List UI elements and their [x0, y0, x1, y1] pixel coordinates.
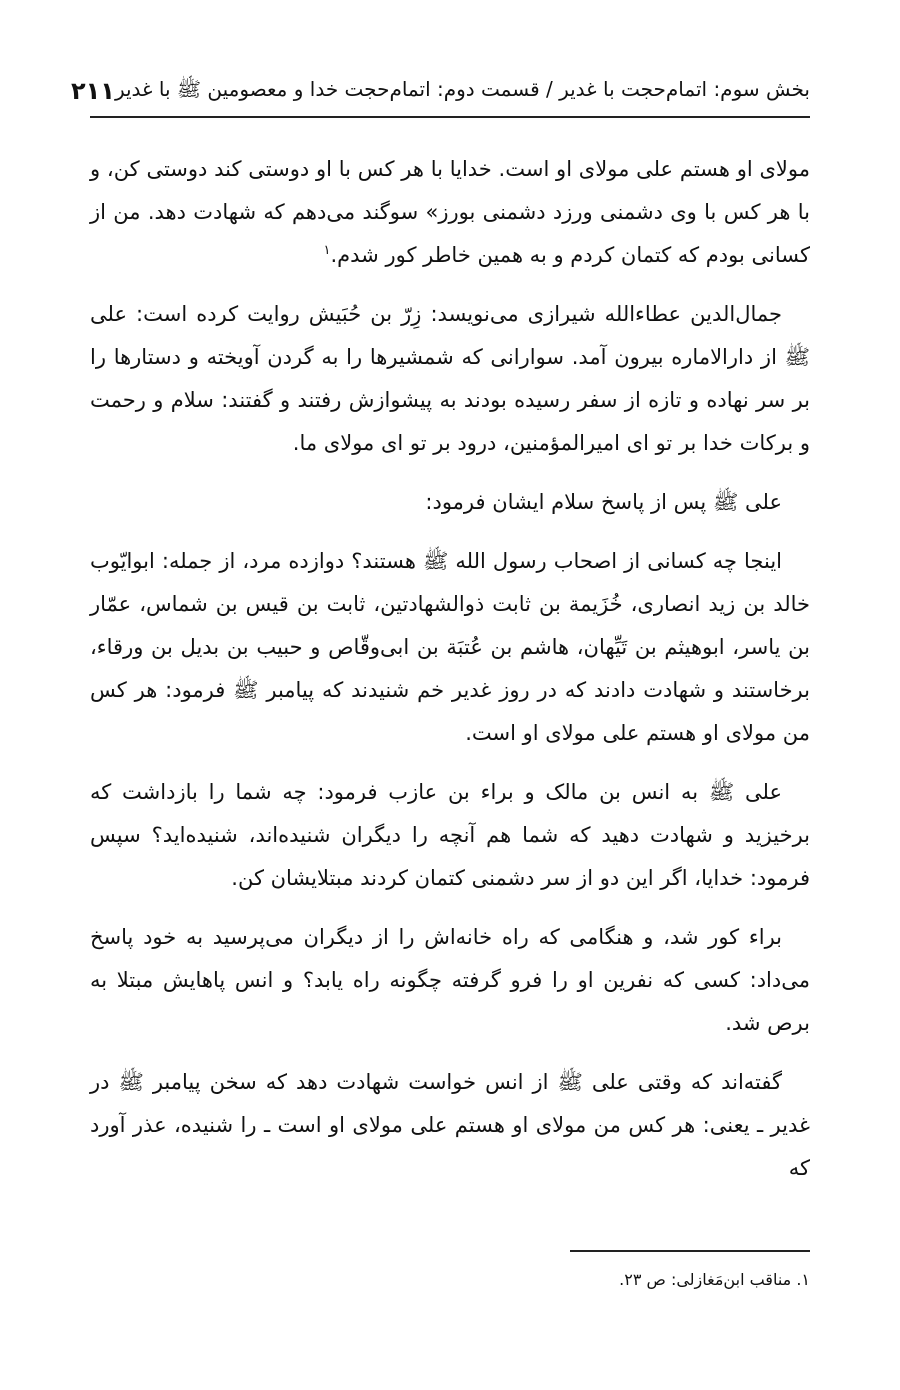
running-header — [70, 70, 810, 112]
header-rule — [90, 116, 810, 118]
footnote-reference: ۱ — [323, 243, 331, 258]
paragraph-2: جمال‌الدین عطاءالله شیرازی می‌نویسد: زِرّ بن حُبَیش روایت کرده است: علی ﷺ از دارالاماره بیرون آمد. سوارانی که شمشیرها را به گردن آویخته و دستارها را بر سر نهاده و تازه از سفر رسیده بودند به پیشوازش رفتند و گفتند: سلام و رحمت و برکات خدا بر تو ای امیرالمؤمنین، درود بر تو ای مولای ما. — [90, 302, 810, 455]
paragraph-6: براء کور شد، و هنگامی که راه خانه‌اش را از دیگران می‌پرسید به خود پاسخ می‌داد: کسی که نفرین او را فرو گرفته چگونه راه یابد؟ و انس پاهایش مبتلا به برص شد. — [90, 925, 810, 1035]
body-text — [90, 148, 810, 1206]
paragraph-3: علی ﷺ پس از پاسخ سلام ایشان فرمود: — [425, 490, 782, 514]
footnote-rule — [570, 1250, 810, 1252]
paragraph-5: علی ﷺ به انس بن مالک و براء بن عازب فرمود: چه شما را بازداشت که برخیزید و شهادت دهید که شما هم آنچه را دیگران شنیده‌اند، شنیده‌اید؟ سپس فرمود: خدایا، اگر این دو از سر دشمنی کتمان کردند مبتلایشان کن. — [90, 780, 810, 890]
header-title: بخش سوم: اتمام‌حجت با غدیر / قسمت دوم: اتمام‌حجت خدا و معصومین ﷺ با غدیر — [114, 76, 810, 101]
paragraph-4: اینجا چه کسانی از اصحاب رسول الله ﷺ هستند؟ دوازده مرد، از جمله: ابوایّوب خالد بن زید انصاری، خُزَیمة بن ثابت ذوالشهادتین، ثابت بن قیس بن شماس، عمّار بن یاسر، ابوهیثم بن تَیِّهان، هاشم بن عُتبَة بن ابی‌وقّاص و حبیب بن بدیل بن ورقاء، برخاستند و شهادت دادند که در روز غدیر خم شنیدند که پیامبر ﷺ فرمود: هر کس من مولای او هستم علی مولای او است. — [90, 549, 810, 745]
footnote: ۱. مناقب ابن‌مَغازلی: ص ۲۳. — [619, 1270, 810, 1289]
paragraph-text: مولای او هستم علی مولای او است. خدایا با هر کس با او دوستی کند دوستی کن، و با هر کس با وی دشمنی ورزد دشمنی بورز» سوگند می‌دهم که شهادت دهد. من از کسانی بودم که کتمان کردم و به همین خاطر کور شدم. — [90, 157, 810, 267]
book-page — [70, 60, 810, 1360]
paragraph-7: گفته‌اند که وقتی علی ﷺ از انس خواست شهادت دهد که سخن پیامبر ﷺ در غدیر ـ یعنی: هر کس من مولای او هستم علی مولای او است ـ را شنیده، عذر آورد که — [90, 1070, 810, 1180]
page-number: ۲۱۱ — [70, 77, 115, 105]
paragraph-1 — [90, 148, 810, 277]
